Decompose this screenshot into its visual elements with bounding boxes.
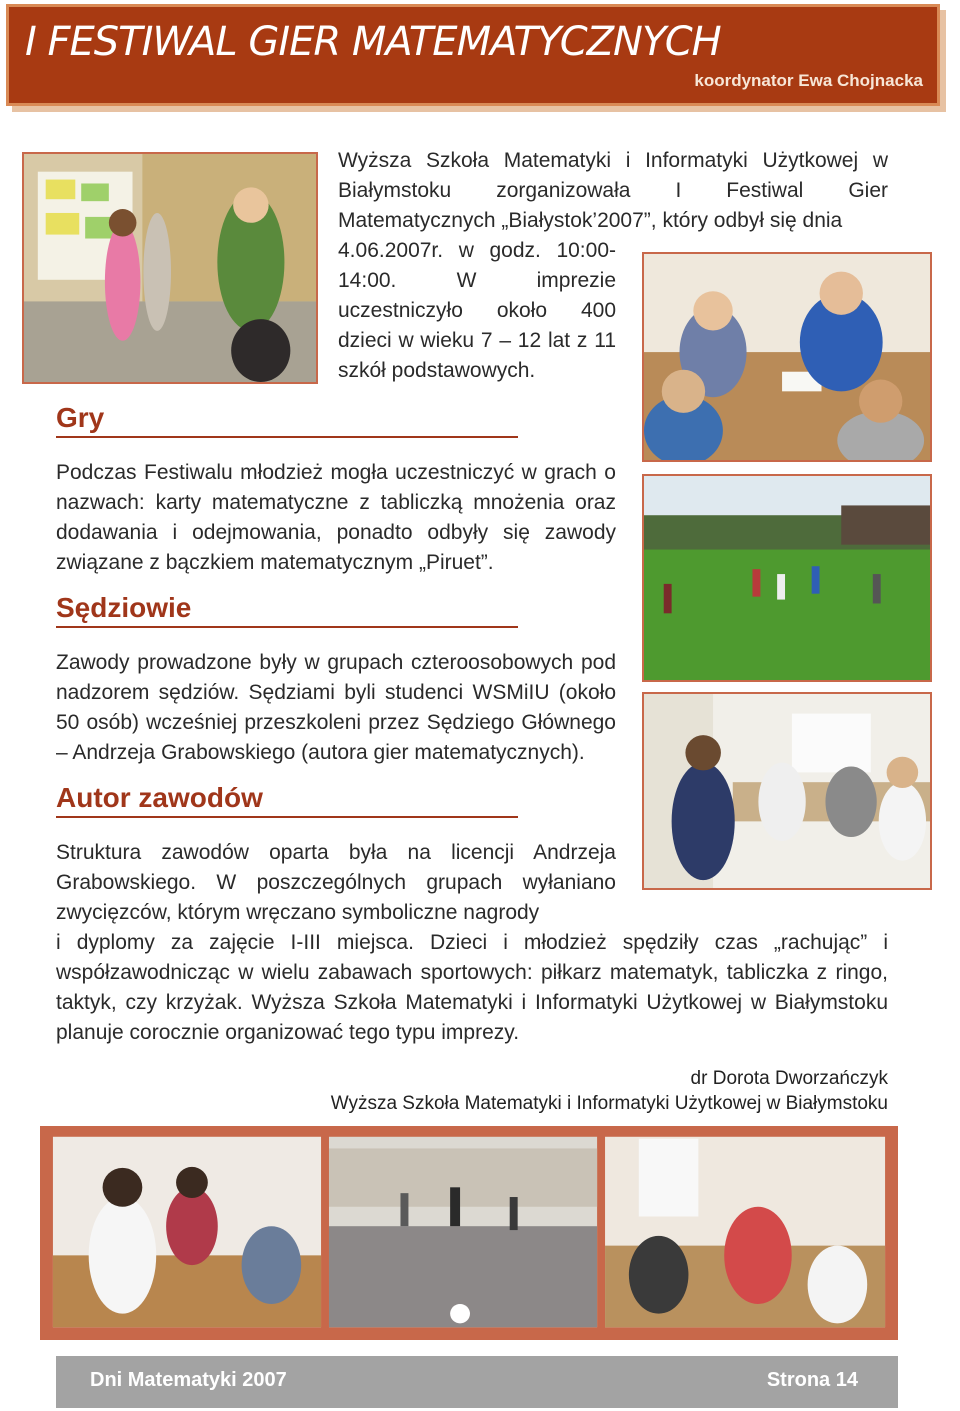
heading-rule-games bbox=[56, 436, 518, 438]
author-paragraph-wide: i dyplomy za zajęcie I-III miejsca. Dzieci i młodzież spędziły czas „rachując” i współzawodnicząc w wielu zabawach sportowych: piłkarz matematyk, tabliczka z ringo, taktyk, czy krzyżak. Wyższa Szkoła Matematyki i Informatyki Użytkowej w Białymstoku planuje corocznie organizować tego typu imprezy. bbox=[56, 931, 888, 1044]
header-banner bbox=[6, 4, 940, 106]
heading-rule-author bbox=[56, 816, 518, 818]
section-heading-judges: Sędziowie bbox=[56, 592, 192, 623]
author-paragraph-narrow: Struktura zawodów oparta była na licencji Andrzeja Grabowskiego. W poszczególnych grupach wyłaniano zwycięzców, którym wręczano symboliczne nagrody bbox=[56, 841, 616, 924]
page-title: I FESTIWAL GIER MATEMATYCZNYCH bbox=[25, 19, 721, 65]
signature-institution: Wyższa Szkoła Matematyki i Informatyki Użytkowej w Białymstoku bbox=[330, 1093, 888, 1114]
page-footer bbox=[56, 1356, 898, 1408]
photo-children-poster bbox=[22, 152, 318, 384]
signature-name: dr Dorota Dworzańczyk bbox=[690, 1068, 888, 1089]
coordinator-label: koordynator Ewa Chojnacka bbox=[694, 71, 923, 90]
intro-paragraph-top: Wyższa Szkoła Matematyki i Informatyki Użytkowej w Białymstoku zorganizowała I Festiwal Gier Matematycznych „Białystok’2007”, który odbył się dnia bbox=[338, 149, 888, 232]
footer-publication: Dni Matematyki 2007 bbox=[90, 1369, 287, 1391]
section-heading-author: Autor zawodów bbox=[56, 782, 263, 813]
photo-card-game bbox=[642, 252, 932, 462]
photo-bottom-banner bbox=[40, 1126, 898, 1340]
heading-rule-judges bbox=[56, 626, 518, 628]
photo-football-field bbox=[642, 474, 932, 682]
photo-classroom bbox=[642, 692, 932, 890]
judges-paragraph: Zawody prowadzone były w grupach czteroosobowych pod nadzorem sędziów. Sędziami byli studenci WSMiIU (około 50 osób) wcześniej przeszkoleni przez Sędziego Głównego – Andrzeja Grabowskiego (autora gier matematycznych). bbox=[56, 651, 616, 764]
intro-paragraph-bottom: 4.06.2007r. w godz. 10:00-14:00. W imprezie uczestniczyło około 400 dzieci w wieku 7 – 12 lat z 11 szkół podstawowych. bbox=[338, 239, 616, 382]
games-paragraph: Podczas Festiwalu młodzież mogła uczestniczyć w grach o nazwach: karty matematyczne z tabliczką mnożenia oraz dodawania i odejmowania, ponadto odbyły się zawody związane z bączkiem matematycznym „Piruet”. bbox=[56, 461, 616, 574]
signature bbox=[331, 1066, 888, 1116]
footer-page-number: Strona 14 bbox=[766, 1369, 858, 1391]
section-heading-games: Gry bbox=[56, 402, 105, 433]
